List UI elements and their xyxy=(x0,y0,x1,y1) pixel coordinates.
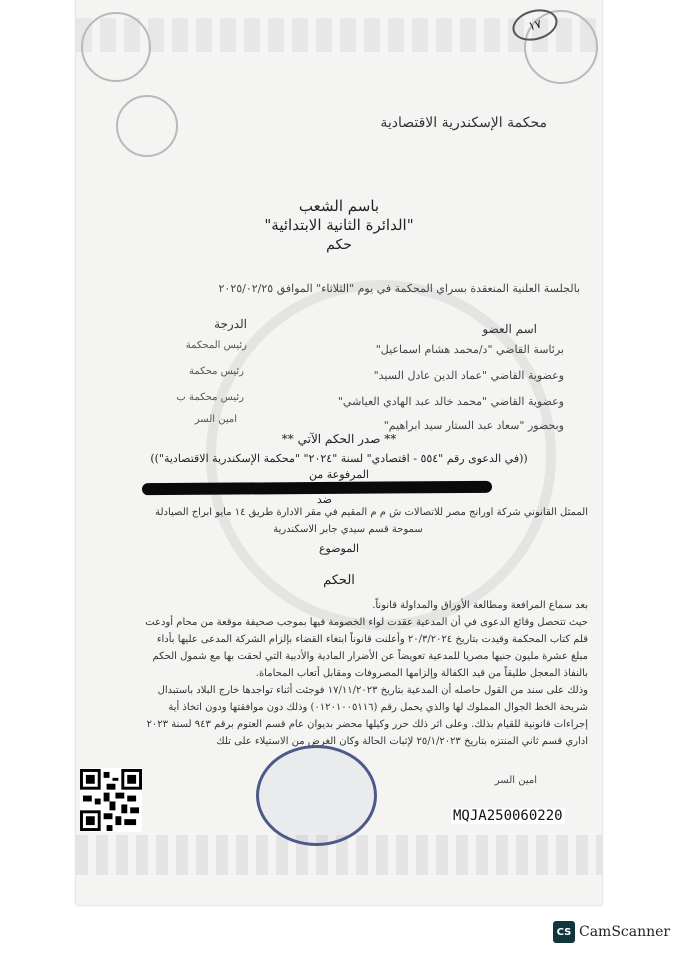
panel-rank: رئيس المحكمة xyxy=(185,340,247,351)
camscanner-logo-icon: CS xyxy=(553,921,575,943)
court-name: محكمة الإسكندرية الاقتصادية xyxy=(380,115,547,131)
body-line: اداري قسم ثاني المنتزه بتاريخ ٢٥/١/٢٠٢٣ لإثبات الحالة وكان الغرض من الاستيلاء على تلك xyxy=(216,736,588,747)
document-code: MQJA250060220 xyxy=(453,808,563,824)
verdict-title: ** صدر الحكم الآتي ** xyxy=(281,432,397,446)
heading-line2: "الدائرة الثانية الابتدائية" xyxy=(264,216,414,234)
heading-line3: حكم xyxy=(326,237,352,253)
defendant-line: سموحة قسم سيدي جابر الاسكندرية xyxy=(273,524,423,535)
official-stamp-icon xyxy=(256,745,377,846)
col-member: اسم العضو xyxy=(482,322,537,336)
against-label: ضد xyxy=(316,493,332,506)
seal-second xyxy=(116,95,178,157)
filed-by: المرفوعة من xyxy=(308,468,369,481)
panel-member: وبحضور "سعاد عبد الستار سيد ابراهيم" xyxy=(383,419,564,432)
footer-secretary: امين السر xyxy=(494,775,537,786)
document-page xyxy=(76,0,602,905)
body-line: مبلغ عشرة مليون جنيها مصريا للمدعية تعويضاً عن الأضرار المادية والأدبية التي لحقت بها مع شمول الحكم xyxy=(152,651,588,662)
case-line: ((في الدعوى رقم "٥٥٤ - اقتصادي" لسنة "٢٠٢٤" "محكمة الإسكندرية الاقتصادية")) xyxy=(150,452,528,465)
defendant-line: الممثل القانوني شركة اورانج مصر للاتصالات ش م م المقيم في مقر الادارة طريق ١٤ مايو ابراج الصيادلة xyxy=(155,507,588,518)
body-line: إجراءات قانونية للقيام بذلك. وعلى اثر ذلك حرر وكيلها محضر بديوان عام قسم العتوم برقم ٩٤٣ لسنة ٢٠٢٣ xyxy=(146,719,588,730)
camscanner-watermark xyxy=(553,921,670,943)
body-line: بالنفاذ المعجل طليقاً من قيد الكفالة وإلزامها المصروفات ومقابل أتعاب المحاماة. xyxy=(255,668,588,679)
heading-line1: باسم الشعب xyxy=(298,197,380,215)
ruling-title: الحكم xyxy=(323,573,355,588)
panel-rank: امين السر xyxy=(194,414,237,425)
col-rank: الدرجة xyxy=(214,317,247,331)
panel-rank: رئيس محكمة ب xyxy=(176,392,244,403)
body-line: بعد سماع المرافعة ومطالعة الأوراق والمداولة قانوناً. xyxy=(372,600,588,611)
panel-member: برئاسة القاضي "د/محمد هشام اسماعيل" xyxy=(375,343,564,356)
panel-member: وعضوية القاضي "محمد خالد عبد الهادي العياشي" xyxy=(337,395,564,408)
subject-label: الموضوع xyxy=(318,542,360,555)
camscanner-label: CamScanner xyxy=(579,924,671,940)
page-number: ١٧ xyxy=(509,5,561,46)
body-line: حيث تتحصل وقائع الدعوى في أن المدعية عقدت لواء الخصومة فيها بموجب صحيفة موقعة من محام أودعت xyxy=(145,617,588,628)
body-line: وذلك على سند من القول حاصله أن المدعية بتاريخ ١٧/١١/٢٠٢٣ فوجئت أثناء تواجدها خارج البلاد باستبدال xyxy=(157,685,588,696)
panel-member: وعضوية القاضي "عماد الدين عادل السيد" xyxy=(373,369,564,382)
session-line: بالجلسة العلنية المنعقدة بسراي المحكمة في يوم "الثلاثاء" الموافق ٢٠٢٥/٠٢/٢٥ xyxy=(218,282,580,295)
panel-rank: رئيس محكمة xyxy=(188,366,244,377)
body-line: قلم كتاب المحكمة وقيدت بتاريخ ٢٠/٣/٢٠٢٤ وأعلنت قانوناً ابتغاء القضاء بإلزام الشركة المدعى عليها بأداء xyxy=(156,634,588,645)
qr-code xyxy=(80,768,142,832)
body-line: شريحة الخط الجوال المملوك لها والذي يحمل رقم (٠١٢٠١٠٠٥١١٦) وذلك دون موافقتها ودون اتخاذ أية xyxy=(168,702,588,713)
seal-top-left xyxy=(81,12,151,82)
